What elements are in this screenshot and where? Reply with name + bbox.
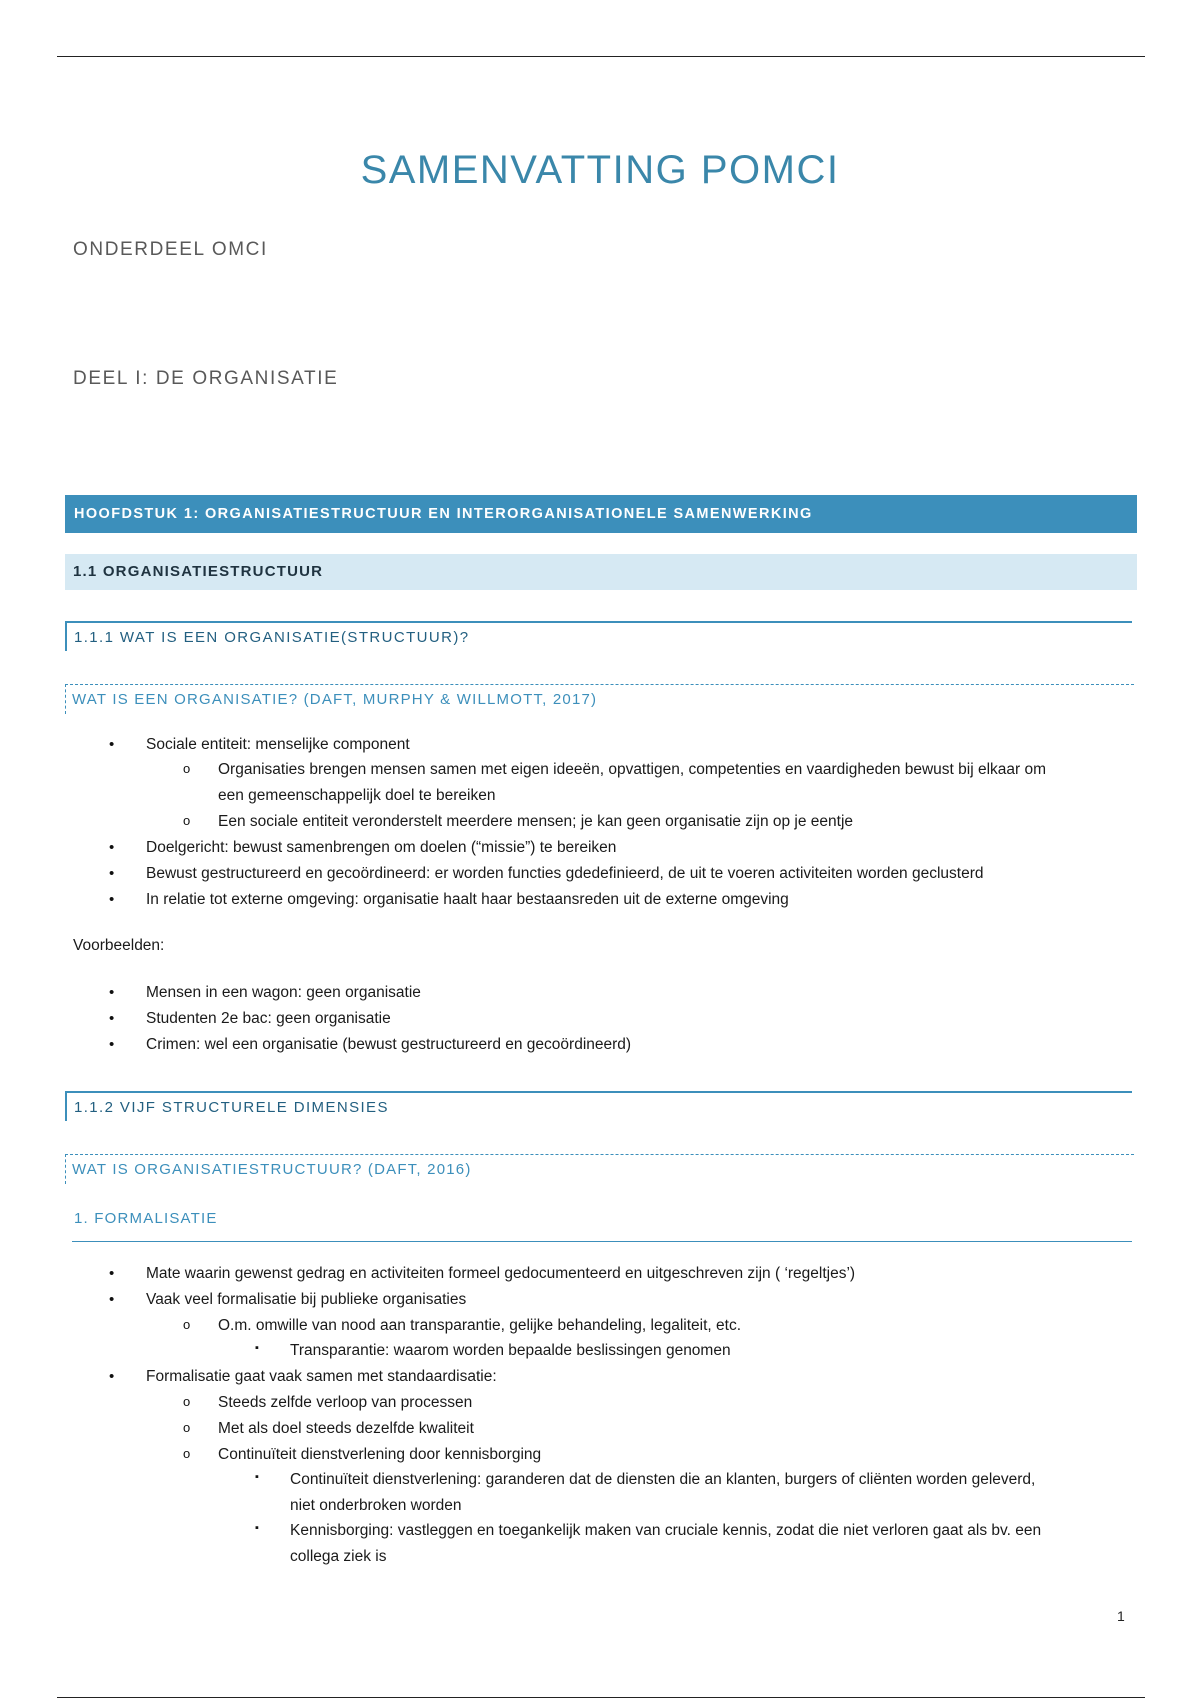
- chapter-heading: HOOFDSTUK 1: ORGANISATIESTRUCTUUR EN INTERORGANISATIONELE SAMENWERKING: [65, 495, 1137, 533]
- list-item: Continuïteit dienstverlening door kennisborging: [218, 1446, 542, 1463]
- document-title: SAMENVATTING POMCI: [360, 148, 840, 192]
- circle-bullet-icon: o: [183, 813, 191, 828]
- header-rule: [57, 56, 1145, 57]
- list-item-continuation: niet onderbroken worden: [290, 1497, 462, 1514]
- circle-bullet-icon: o: [183, 1420, 191, 1435]
- list-item: Sociale entiteit: menselijke component: [146, 736, 410, 753]
- list-item-continuation: collega ziek is: [290, 1548, 387, 1565]
- bullet-icon: •: [109, 1010, 115, 1027]
- bullet-icon: •: [109, 891, 115, 908]
- circle-bullet-icon: o: [183, 1394, 191, 1409]
- page-number: 1: [1117, 1608, 1125, 1624]
- section-heading: 1.1 ORGANISATIESTRUCTUUR: [65, 554, 1137, 590]
- list-item: In relatie tot externe omgeving: organisatie haalt haar bestaansreden uit de externe omgeving: [146, 891, 789, 908]
- examples-label: Voorbeelden:: [73, 937, 165, 954]
- list-item: O.m. omwille van nood aan transparantie, gelijke behandeling, legaliteit, etc.: [218, 1317, 742, 1334]
- footer-rule: [57, 1697, 1145, 1698]
- subsubsection-heading: WAT IS EEN ORGANISATIE? (DAFT, MURPHY & WILLMOTT, 2017): [65, 684, 1134, 714]
- list-item: Met als doel steeds dezelfde kwaliteit: [218, 1420, 474, 1437]
- list-item: Formalisatie gaat vaak samen met standaardisatie:: [146, 1368, 497, 1385]
- list-item: Kennisborging: vastleggen en toegankelijk maken van cruciale kennis, zodat die niet verloren gaat als bv. een: [290, 1522, 1042, 1539]
- bullet-icon: •: [109, 839, 115, 856]
- list-item: Crimen: wel een organisatie (bewust gestructureerd en gecoördineerd): [146, 1036, 632, 1053]
- square-bullet-icon: ▪: [255, 1522, 259, 1534]
- list-item: Een sociale entiteit veronderstelt meerdere mensen; je kan geen organisatie zijn op je eentje: [218, 813, 854, 830]
- list-item: Transparantie: waarom worden bepaalde beslissingen genomen: [290, 1342, 731, 1359]
- circle-bullet-icon: o: [183, 1446, 191, 1461]
- list-item: Doelgericht: bewust samenbrengen om doelen (“missie”) te bereiken: [146, 839, 617, 856]
- bullet-icon: •: [109, 865, 115, 882]
- part-title: DEEL I: DE ORGANISATIE: [73, 368, 339, 389]
- square-bullet-icon: ▪: [255, 1342, 259, 1354]
- list-item-continuation: een gemeenschappelijk doel te bereiken: [218, 787, 496, 804]
- list-item: Mensen in een wagon: geen organisatie: [146, 984, 421, 1001]
- bullet-icon: •: [109, 1036, 115, 1053]
- list-item: Steeds zelfde verloop van processen: [218, 1394, 473, 1411]
- bullet-icon: •: [109, 1368, 115, 1385]
- list-item: Continuïteit dienstverlening: garanderen dat de diensten die an klanten, burgers of cliënten worden geleverd,: [290, 1471, 1036, 1488]
- bullet-icon: •: [109, 1265, 115, 1282]
- subsection-heading: 1.1.2 VIJF STRUCTURELE DIMENSIES: [65, 1091, 1132, 1121]
- formalisatie-heading: 1. FORMALISATIE: [72, 1210, 1132, 1242]
- list-item: Mate waarin gewenst gedrag en activiteiten formeel gedocumenteerd en uitgeschreven zijn ( ‘regeltjes’): [146, 1265, 856, 1282]
- square-bullet-icon: ▪: [255, 1471, 259, 1483]
- circle-bullet-icon: o: [183, 1317, 191, 1332]
- list-item: Studenten 2e bac: geen organisatie: [146, 1010, 391, 1027]
- bullet-icon: •: [109, 736, 115, 753]
- bullet-icon: •: [109, 984, 115, 1001]
- list-item: Bewust gestructureerd en gecoördineerd: er worden functies gdedefinieerd, de uit te voeren activiteiten worden geclusterd: [146, 865, 984, 882]
- subsection-heading: 1.1.1 WAT IS EEN ORGANISATIE(STRUCTUUR)?: [65, 621, 1132, 651]
- document-subtitle: ONDERDEEL OMCI: [73, 239, 268, 260]
- list-item: Vaak veel formalisatie bij publieke organisaties: [146, 1291, 467, 1308]
- bullet-icon: •: [109, 1291, 115, 1308]
- subsubsection-heading: WAT IS ORGANISATIESTRUCTUUR? (DAFT, 2016): [65, 1154, 1134, 1184]
- circle-bullet-icon: o: [183, 761, 191, 776]
- list-item: Organisaties brengen mensen samen met eigen ideeën, opvattigen, competenties en vaardigheden bewust bij elkaar om: [218, 761, 1047, 778]
